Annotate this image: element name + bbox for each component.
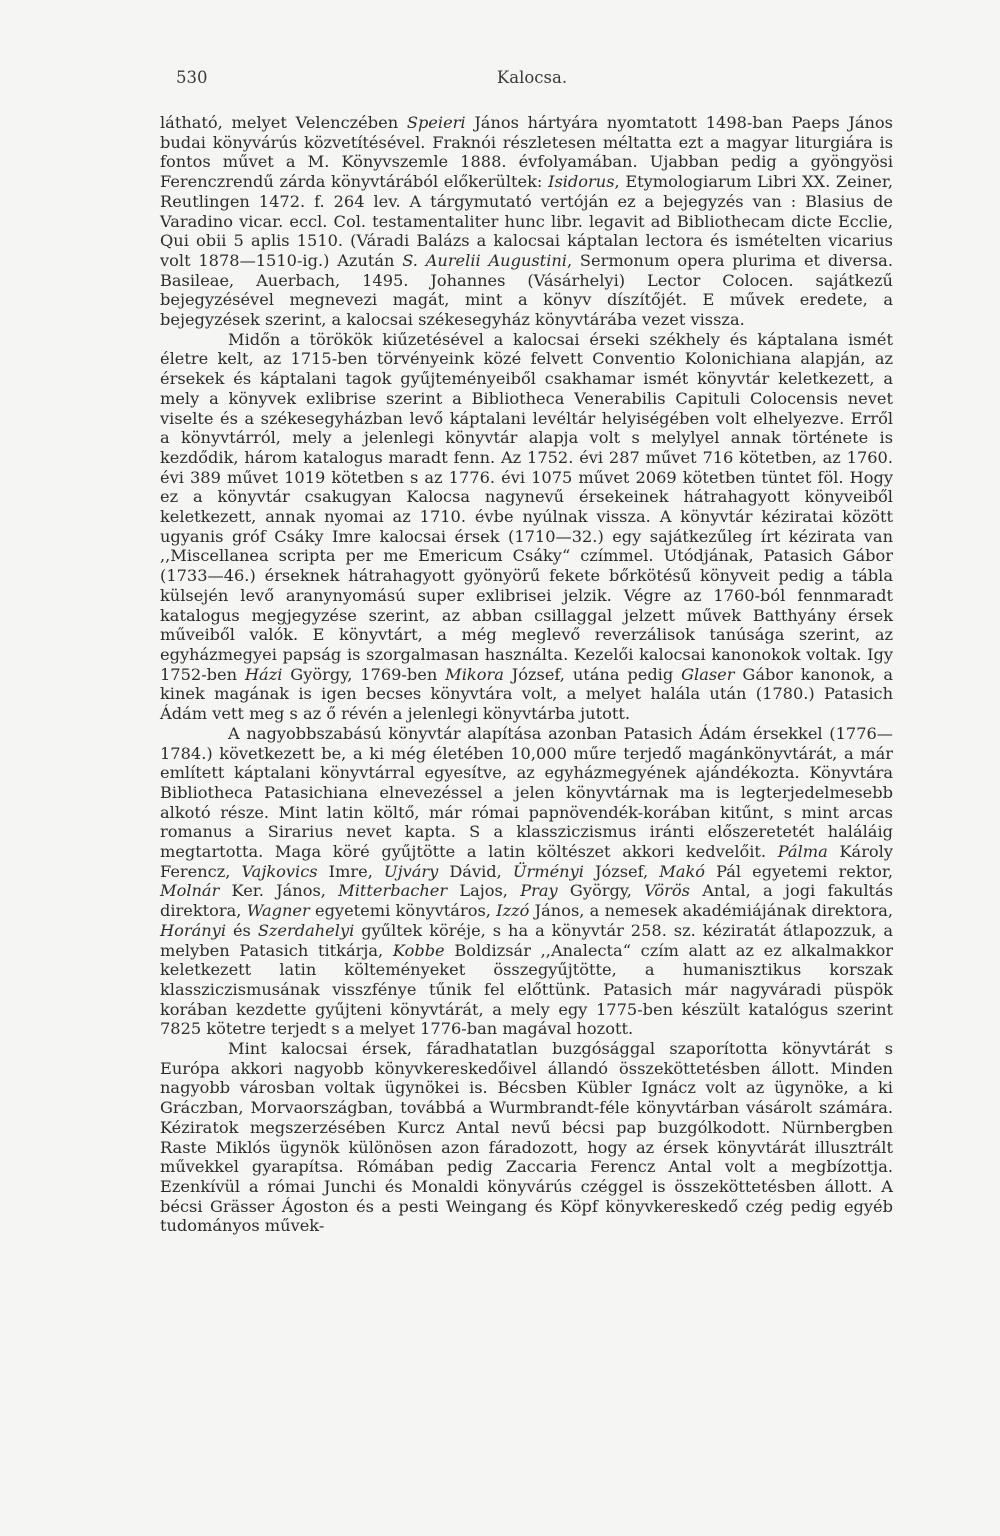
italic-name: Pálma (777, 842, 828, 862)
text-run: , Sermonum opera plurima et diversa. Basileae, Auerbach, 1495. Johannes (Vásárhelyi) Lector Colocen. sajátkezű bejegyzésével megnevezi magát, mint a könyv díszítőjét. E művek eredete, a bejegyzések szerint, a kalocsai székesegyház könyvtárába vezet vissza. (160, 250, 893, 330)
running-head: Kalocsa. (496, 68, 568, 87)
text-run: és (226, 920, 258, 940)
text-run: Károly Ferencz, (160, 842, 893, 881)
text-run: egyetemi könyvtáros, (309, 901, 497, 921)
text-run: A nagyobbszabású könyvtár alapítása azonban Patasich Ádám érsekkel (1776—1784.) következett be, a ki még életében 10,000 műre terjedő magánkönyvtárát, a már említett káptalani könyvtárral egyesítve, az egyházmegyének ajándékozta. Könyvtára Bibliotheca Patasichiana elnevezéssel a jelen könyvtárnak ma is legterjedelmesebb alkotó része. Mint latin költő, már római papnövendék-korában kitűnt, s mint arcas romanus a Sirarius nevet kapta. S a klassziczismus iránti előszeretetét haláláig megtartotta. Maga köré gyűjtötte a latin költészet akkori kedvelőit. (160, 723, 893, 862)
page-body (160, 113, 893, 1236)
body-paragraph (160, 1039, 893, 1236)
italic-name: Vajkovics (241, 861, 318, 881)
text-run: György, (557, 881, 645, 901)
text-run: Midőn a törökök kiűzetésével a kalocsai érseki székhely és káptalana ismét életre kelt, az 1715-ben törvényeink közé felvett Conventio Kolonichiana alapján, az érsekek és káptalani tagok gyűjteményeiből csakhamar ismét könyvtár keletkezett, a mely a könyvek exlibrise szerint a Bibliotheca Venerabilis Capituli Colocensis nevet viselte és a székesegyházban levő káptalani levéltár helyiségében volt elhelyezve. Erről a könyvtárról, mely a jelenlegi könyvtár alapja volt s melylyel annak története is kezdődik, három katalogus maradt fenn. Az 1752. évi 287 művet 716 kötetben, az 1760. évi 389 művet 1019 kötetben s az 1776. évi 1075 művet 2069 kötetben tüntet föl. Hogy ez a könyvtár csakugyan Kalocsa nagynevű érsekeinek hátrahagyott könyveiből keletkezett, annak nyomai az 1710. évbe nyúlnak vissza. A könyvtár kéziratai között ugyanis gróf Csáky Imre kalocsai érsek (1710—32.) egy sajátkezűleg írt kézirata van ,,Miscellanea scripta per me Emericum Csáky“ czímmel. Utódjának, Patasich Gábor (1733—46.) érseknek hátrahagyott gyönyörű fekete bőrkötésű könyveit pedig a tábla külsején levő aranynyomású super exlibrisei jelzik. Végre az 1760-ból fennmaradt katalogus megjegyzése szerint, az abban csillaggal jelzett művek Batthyány érsek műveiből valók. E könyvtárt, a még meglevő reverzálisok tanúsága szerint, az egyházmegyei papság is szorgalmasan használta. Kezelői kalocsai kanonokok voltak. Igy 1752-ben (160, 329, 893, 684)
italic-name: Molnár (160, 881, 220, 901)
text-run: Dávid, (438, 861, 513, 881)
text-run: látható, melyet Velenczében (160, 113, 407, 132)
italic-name: S. Aurelii Augustini (402, 250, 567, 270)
italic-name: Vörös (644, 881, 690, 901)
italic-name: Isidorus (548, 172, 615, 192)
italic-name: Kobbe (392, 940, 445, 960)
text-run: György, 1769-ben (282, 664, 446, 684)
body-paragraph (160, 330, 893, 724)
text-run: József, utána pedig (503, 664, 682, 684)
italic-name: Ujváry (383, 861, 439, 881)
italic-name: Wagner (246, 901, 310, 921)
italic-name: Pray (520, 881, 558, 901)
text-run: Mint kalocsai érsek, fáradhatatlan buzgósággal szaporította könyvtárát s Európa akkori nagyobb könyvkereskedőivel állandó összeköttetésben állott. Minden nagyobb városban voltak ügynökei is. Bécsben Kübler Ignácz volt az ügynöke, a ki Gráczban, Morvaországban, továbbá a Wurmbrandt-féle könyvtárban vásárolt számára. Kéziratok megszerzésében Kurcz Antal nevű bécsi pap buzgólkodott. Nürnbergben Raste Miklós ügynök különösen azon fáradozott, hogy az érsek könyvtárát illusztrált művekkel gyarapítsa. Rómában pedig Zaccaria Ferencz Antal volt a megbízottja. Ezenkívül a római Junchi és Monaldi könyvárús czéggel is összeköttetésben állott. A bécsi Grässer Ágoston és a pesti Weingang és Köpf könyvkereskedő czég pedig egyéb tudományos művek- (160, 1039, 893, 1236)
italic-name: Speieri (406, 113, 466, 132)
italic-name: Szerdahelyi (257, 920, 355, 940)
text-run: Imre, (317, 861, 384, 881)
text-run: gyűltek köréje, s ha a könyvtár 258. sz. kéziratát átlapozzuk, a melyben Patasich titkárja, (160, 920, 893, 960)
italic-name: Házi (244, 664, 283, 684)
text-run: Antal, a jogi fakultás direktora, (160, 881, 894, 921)
page-number: 530 (176, 68, 208, 87)
italic-name: Glaser (681, 664, 735, 684)
text-run: Ker. János, (219, 881, 339, 901)
italic-name: Ürményi (512, 861, 584, 881)
text-run: Gábor kanonok, a kinek magának is igen becses könyvtára volt, a melyet halála után (1780.) Patasich Ádám vett meg s az ő révén a jelenlegi könyvtárba jutott. (160, 664, 893, 724)
text-run: Lajos, (447, 881, 521, 901)
text-run: , Etymologiarum Libri XX. Zeiner, Reutlingen 1472. f. 264 lev. A tárgymutató vertóján ez a bejegyzés van : Blasius de Varadino vicar. eccl. Col. testamentaliter hunc libr. legavit ad Bibliothecam dicte Ecclie, Qui obii 5 aplis 1510. (Váradi Balázs a kalocsai káptalan lectora és ismételten vicarius volt 1878—1510-ig.) Azután (160, 172, 893, 270)
text-run: Pál egyetemi rektor, (705, 861, 893, 881)
text-run: János hártyára nyomtatott 1498-ban Paeps János budai könyvárús közvetítésével. Fraknói részletesen méltatta ezt a magyar liturgiára is fontos művet a M. Könyvszemle 1888. évfolyamában. Ujabban pedig a gyöngyösi Ferenczrendű zárda könyvtárából előkerültek: (160, 113, 893, 192)
text-run: János, a nemesek akadémiájának direktora, (529, 901, 893, 921)
italic-name: Mitterbacher (338, 881, 448, 901)
body-paragraph (160, 113, 893, 330)
italic-name: Mikora (445, 664, 504, 684)
italic-name: Horányi (160, 920, 226, 940)
text-run: József, (583, 861, 660, 881)
italic-name: Makó (659, 861, 706, 881)
text-run: Boldizsár ,,Analecta“ czím alatt az ez alkalmakkor keletkezett latin költeményeket összegyűjtötte, a humanisztikus korszak klassziczismusának visszfénye tűnik fel előttünk. Patasich már nagyváradi püspök korában kezdette gyűjteni könyvtárát, a mely egy 1775-ben készült katalógus szerint 7825 kötetre terjedt s a melyet 1776-ban magával hozott. (160, 940, 893, 1039)
italic-name: Izzó (496, 901, 530, 921)
body-paragraph (160, 724, 893, 1039)
